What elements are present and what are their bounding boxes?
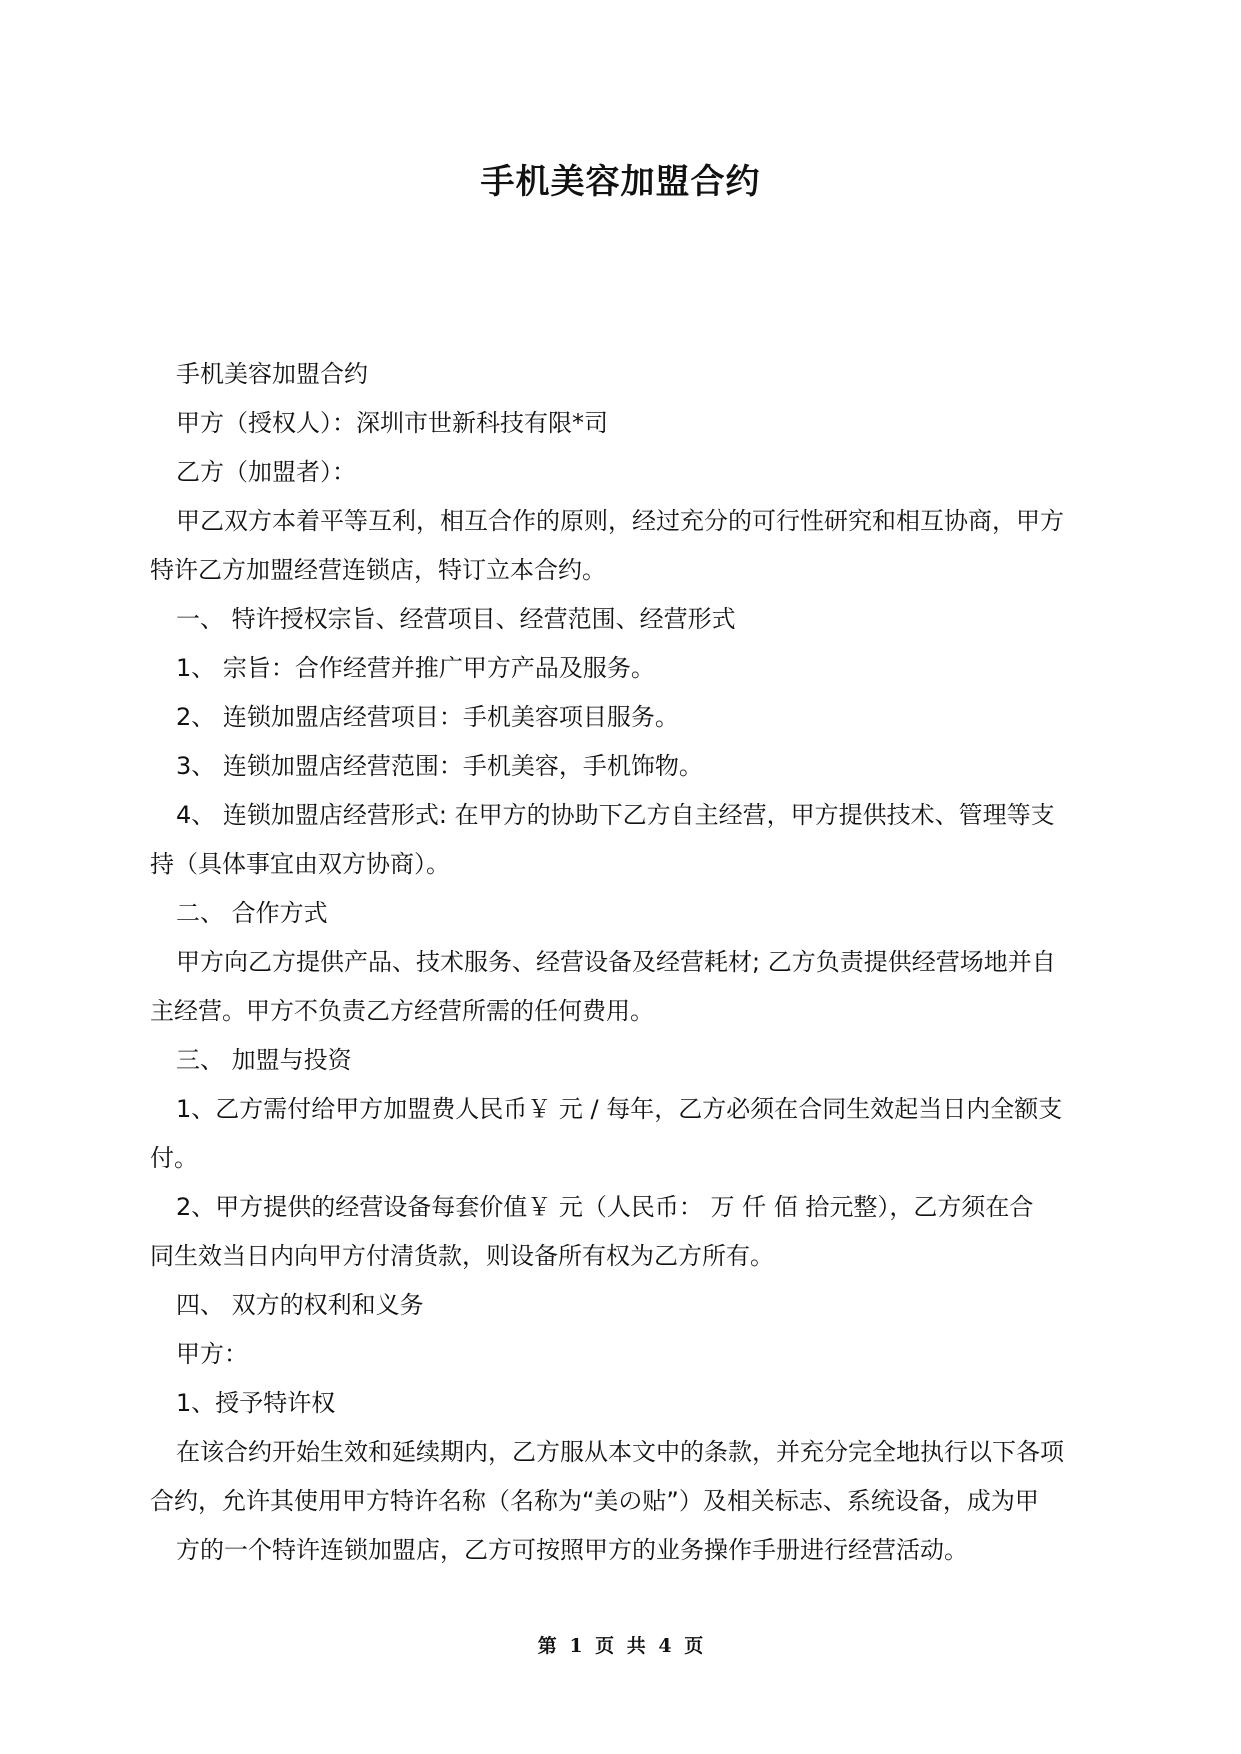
clause-line: 付。	[150, 1144, 198, 1172]
clause-line: 1、乙方需付给甲方加盟费人民币￥ 元 / 每年，乙方必须在合同生效起当日内全额支	[176, 1095, 1063, 1123]
section-heading: 一、 特许授权宗旨、经营项目、经营范围、经营形式	[176, 605, 736, 633]
paragraph-line: 乙方（加盟者）：	[176, 458, 356, 486]
paragraph-line: 甲乙双方本着平等互利，相互合作的原则，经过充分的可行性研究和相互协商，甲方	[176, 507, 1064, 535]
section-heading: 三、 加盟与投资	[176, 1046, 352, 1074]
paragraph-line: 主经营。甲方不负责乙方经营所需的任何费用。	[150, 997, 654, 1025]
clause-line: 3、 连锁加盟店经营范围：手机美容，手机饰物。	[176, 752, 703, 780]
paragraph-line: 手机美容加盟合约	[176, 360, 368, 388]
clause-line: 4、 连锁加盟店经营形式: 在甲方的协助下乙方自主经营，甲方提供技术、管理等支	[176, 801, 1055, 829]
clause-line: 持（具体事宜由双方协商）。	[150, 850, 450, 878]
page-number: 第 1 页 共 4 页	[537, 1635, 704, 1657]
paragraph-line: 在该合约开始生效和延续期内，乙方服从本文中的条款，并充分完全地执行以下各项	[176, 1438, 1064, 1466]
paragraph-line: 方的一个特许连锁加盟店，乙方可按照甲方的业务操作手册进行经营活动。	[176, 1536, 968, 1564]
paragraph-line: 甲方：	[176, 1340, 248, 1368]
clause-line: 同生效当日内向甲方付清货款，则设备所有权为乙方所有。	[150, 1242, 774, 1270]
document-body	[150, 350, 1090, 1575]
document-title: 手机美容加盟合约	[480, 162, 761, 202]
section-heading: 二、 合作方式	[176, 899, 328, 927]
paragraph-line: 甲方（授权人）：深圳市世新科技有限*司	[176, 409, 608, 437]
clause-line: 2、甲方提供的经营设备每套价值￥ 元（人民币： 万 仟 佰 拾元整），乙方须在合	[176, 1193, 1034, 1221]
paragraph-line: 合约，允许其使用甲方特许名称（名称为“美の贴”）及相关标志、系统设备，成为甲	[150, 1487, 1039, 1515]
clause-line: 1、 宗旨：合作经营并推广甲方产品及服务。	[176, 654, 655, 682]
paragraph-line: 特许乙方加盟经营连锁店，特订立本合约。	[150, 556, 606, 584]
clause-line: 1、授予特许权	[176, 1389, 336, 1417]
section-heading: 四、 双方的权利和义务	[176, 1291, 424, 1319]
clause-line: 2、 连锁加盟店经营项目：手机美容项目服务。	[176, 703, 679, 731]
paragraph-line: 甲方向乙方提供产品、技术服务、经营设备及经营耗材; 乙方负责提供经营场地并自	[176, 948, 1056, 976]
